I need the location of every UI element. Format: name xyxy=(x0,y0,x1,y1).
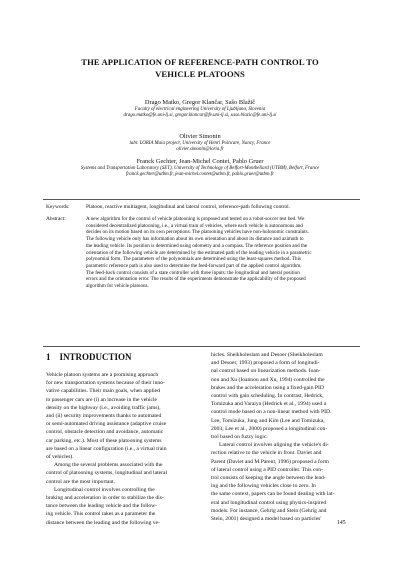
section-number: 1 xyxy=(46,352,51,362)
keywords-text: Platoon, reactive multiagent, longitudinal and lateral control, reference-path following control. xyxy=(86,204,291,210)
abstract-line: The feed-back control consists of a state controller with three inputs: the longitudinal and lateral position xyxy=(86,269,300,276)
body-text-line: brakes and the acceleration using a fixed-gain PID xyxy=(211,384,324,391)
body-text-line: Lateral control involves aligning the vehicle's di- xyxy=(219,442,329,449)
body-text-line: nal control based on linearization methods. Ioan- xyxy=(211,368,321,375)
abstract-line: decides on its motion based on its own perceptions. The platooning vehicles have non-holonomic constraints. xyxy=(86,229,309,236)
abstract-line: errors and the orientation error. The results of the experiments demonstrate the applicability of the proposed xyxy=(86,276,306,283)
keywords-label: Keywords: xyxy=(46,204,70,210)
body-text-line: Parent (Daviet and M.Parent, 1996) proposed a form xyxy=(211,458,329,465)
author-names: Franck Gechter, Jean-Michel Contet, Pablo Gruer xyxy=(136,158,264,165)
author-email: olivier.simonin@loria.fr xyxy=(176,147,224,153)
body-text-line: control with gain scheduling. In contrast, Hedrick, xyxy=(211,393,324,400)
body-text-line: control are the most important. xyxy=(46,478,116,485)
abstract-line: orientation of the following vehicle are determined by the estimated path of the leading vehicle in a parametric xyxy=(86,249,312,256)
abstract-line: considered decentralized platooning, i.e., a virtual train of vehicles, where each vehicle is autonomous and xyxy=(86,222,303,229)
abstract-body xyxy=(86,216,360,290)
abstract-line: polynomial form. The parameters of the polynomials are determined using the least-squares method. This xyxy=(86,256,301,263)
right-column xyxy=(211,351,359,523)
body-text-line: eral and longitudinal control using physics-inspired xyxy=(211,499,327,506)
body-text-line: density on the highway (i.e., avoiding traffic jams), xyxy=(46,404,161,411)
body-text-line: Lee, Tomizuka, Jung and Kim (Lee and Tomizuka, xyxy=(211,417,325,424)
body-text-line: are based on a linear configuration (i.e., a virtual train xyxy=(46,445,167,452)
body-text-line: ing and the following vehicles close to zero. In xyxy=(211,483,316,490)
left-column xyxy=(46,371,193,527)
body-text-line: trol consists of keeping the angle between the lead- xyxy=(211,475,326,482)
body-text-line: control of platooning systems, longitudinal and lateral xyxy=(46,470,168,477)
body-text-line: or semi-automated driving assistance (adaptive cruise xyxy=(46,421,167,428)
body-text-line: distance between the leading and the following ve- xyxy=(46,519,160,526)
body-text-line: models. For instance, Gehrig and Stein (Gehrig and xyxy=(211,507,327,514)
author-affiliation: Systems and Transportation Laboratory (SET), University of Technology of Belfort-Montbéliard (UTBM), Belfort, France xyxy=(80,166,320,171)
abstract-line: algorithm for vehicle platoons. xyxy=(86,283,149,290)
section-heading xyxy=(46,352,132,363)
body-text-line: trol based on fuzzy logic. xyxy=(211,434,268,441)
author-names: Olivier Simonin xyxy=(179,133,221,140)
author-email: franck.gechter@utbm.fr, jean-michel.contet@utbm.fr, pablo.gruer@utbm.fr xyxy=(126,172,274,178)
body-text-line: vative capabilities. Their main goals, when applied xyxy=(46,388,160,395)
author-affiliation: Faculty of electrical engineering University of Ljubljana, Slovenia xyxy=(134,107,266,112)
author-block xyxy=(40,158,360,179)
abstract-line: the leading vehicle. Its position is determined using odometry and a compass. The reference position and the xyxy=(86,242,308,249)
body-text-line: 2003; Lee et al., 2000) proposed a longitudinal con- xyxy=(211,425,328,432)
body-text-line: hicles. Sheikholeslam and Desoer (Sheikholeslam xyxy=(211,352,323,358)
abstract-label: Abstract: xyxy=(46,216,66,222)
abstract-line: The following vehicle only has information about its own orientation and about its distance and azimuth to xyxy=(86,236,304,243)
body-text-line: to passenger cars are (i) an increase in the vehicle xyxy=(46,396,158,403)
abstract-line: parametric reference path is also used to determine the feed-forward part of the applied control algorithm. xyxy=(86,262,302,269)
section-title: INTRODUCTION xyxy=(59,352,132,362)
body-text-line: and (ii) security improvements thanks to automated xyxy=(46,413,162,420)
page-number: 145 xyxy=(337,520,346,526)
body-text-line: the same context, papers can be found dealing with lat- xyxy=(211,491,335,498)
body-text-line: car parking, etc.). Most of these platooning systems xyxy=(46,437,162,444)
title-line: THE APPLICATION OF REFERENCE-PATH CONTROL TO xyxy=(81,57,319,67)
body-text-line: ing vehicle. This control takes as a parameter the xyxy=(46,511,156,518)
body-text-line: control mode based on a non-linear method with PID. xyxy=(211,409,332,416)
body-text-line: rection relative to the vehicle in front. Daviet and xyxy=(211,450,322,457)
body-text-line: Longitudinal control involves controlling the xyxy=(54,486,155,493)
author-block xyxy=(40,99,360,120)
body-text-line: Stein, 2001) designed a model based on particles' xyxy=(211,516,322,523)
body-text-line: nou and Xu (Ioannou and Xu, 1994) controlled the xyxy=(211,376,325,383)
author-email: drago.matko@fe.uni-lj.si, gregor.klancar@fe.uni-lj.si, saso.blazic@fe.uni-lj.si xyxy=(123,113,277,119)
body-text-line: control, obstacle detection and avoidance, automatic xyxy=(46,429,164,436)
author-block xyxy=(40,133,360,154)
author-names: Drago Matko, Gregor Klančar, Sašo Blažič xyxy=(144,99,256,106)
body-text-line: Tomizuka and Varaiya (Hedrick et al., 1994) used a xyxy=(211,401,327,408)
paper-title xyxy=(40,56,360,80)
body-text-line: braking and acceleration in order to stabilize the dis- xyxy=(46,495,164,502)
body-text-line: and Desoer, 1993) proposed a form of longitudi- xyxy=(211,360,320,367)
body-text-line: Among the several problems associated with the xyxy=(54,462,163,469)
body-text-line: of lateral control using a PID controller. This con- xyxy=(211,466,323,473)
title-line: VEHICLE PLATOONS xyxy=(155,69,245,79)
divider-rule xyxy=(43,199,360,200)
author-affiliation: labr. LORIA Maia project, University of Henri Poincare, Nancy, France xyxy=(129,141,271,146)
body-text-line: for new transportation systems because of their inno- xyxy=(46,380,165,387)
body-text-line: of vehicles). xyxy=(46,454,74,461)
body-text-line: Vehicle platoon systems are a promising approach xyxy=(46,372,159,378)
body-text-line: tance between the leading vehicle and the follow- xyxy=(46,503,158,510)
abstract-line: A new algorithm for the control of vehicle platooning is proposed and tested on a robot-soccer test bed. We xyxy=(86,216,305,222)
divider-rule xyxy=(43,346,360,347)
